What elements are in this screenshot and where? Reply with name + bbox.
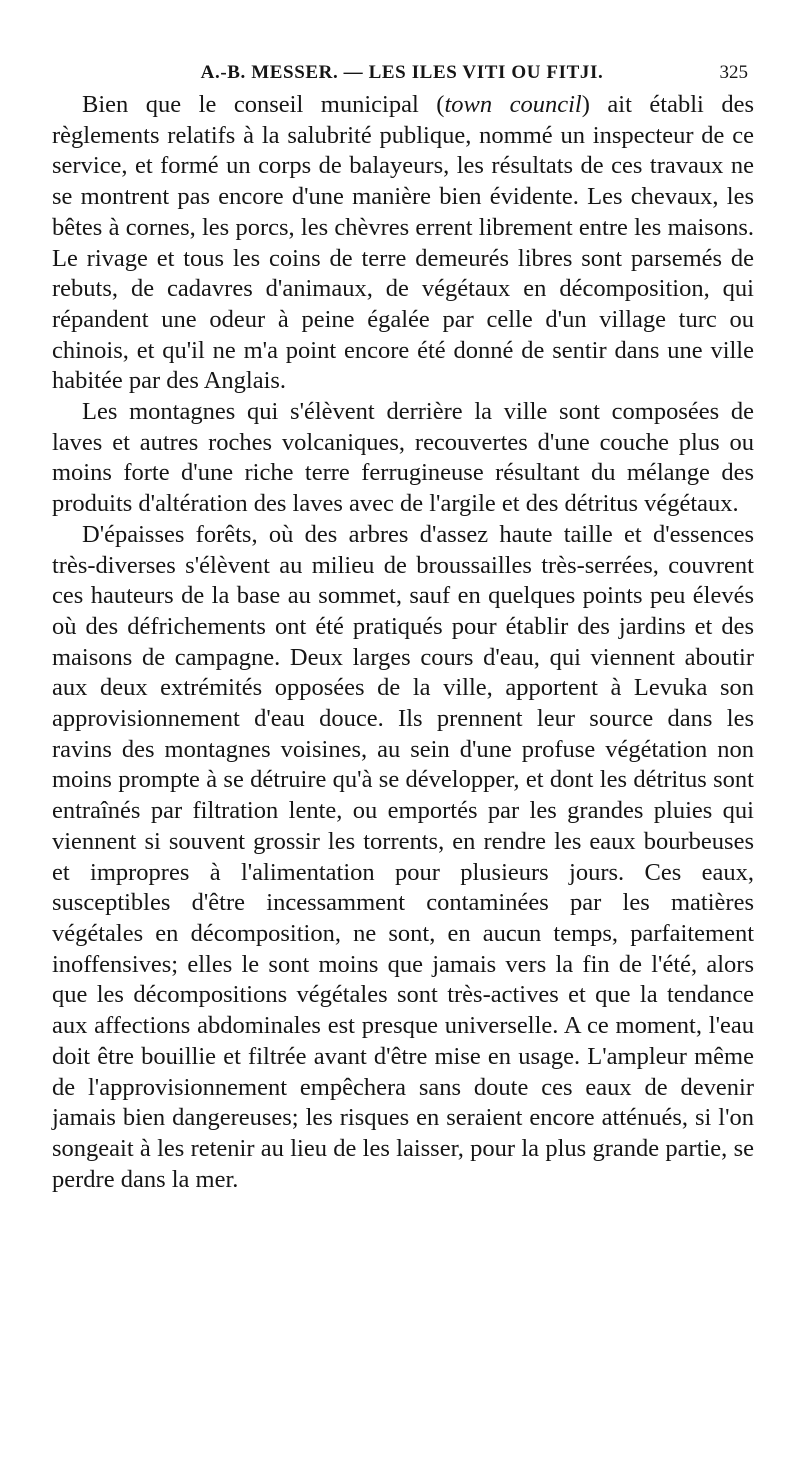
running-title: A.-B. MESSER. — LES ILES VITI OU FITJI. <box>200 62 604 83</box>
paragraph-council-sanitation <box>52 90 754 397</box>
italic-term: town council <box>444 91 582 118</box>
paragraph-mountains: Les montagnes qui s'élèvent derrière la ville sont composées de laves et autres roches volcaniques, recouvertes d'une couche plus ou moins forte d'une riche terre ferrugineuse résultant du mélange des produits d'altération des laves avec de l'argile et des détritus végétaux. <box>52 398 754 518</box>
running-header <box>52 56 752 90</box>
body-text <box>52 90 754 1195</box>
paragraph-text: Bien que le conseil municipal ( <box>82 91 445 118</box>
page-number: 325 <box>719 62 748 83</box>
paragraph-text: ) ait établi des règlements relatifs à la salubrité publique, nommé un inspecteur de ce service, et formé un corps de balayeurs, les résultats de ces travaux ne se montrent pas encore d'une manière bien évidente. Les chevaux, les bêtes à cornes, les porcs, les chèvres errent librement entre les maisons. Le rivage et tous les coins de terre demeurés libres sont parsemés de rebuts, de cadavres d'animaux, de végétaux en décomposition, qui répandent une odeur à peine égalée par celle d'un village turc ou chinois, et qu'il ne m'a point encore été donné de sentir dans une ville habitée par des Anglais. <box>52 91 754 395</box>
paragraph-forests-water: D'épaisses forêts, où des arbres d'assez haute taille et d'essences très-diverses s'élèvent au milieu de broussailles très-serrées, couvrent ces hauteurs de la base au sommet, sauf en quelques points peu élevés où des défrichements ont été pratiqués pour établir des jardins et des maisons de campagne. Deux larges cours d'eau, qui viennent aboutir aux deux extrémités opposées de la ville, apportent à Levuka son approvisionnement d'eau douce. Ils prennent leur source dans les ravins des montagnes voisines, au sein d'une profuse végétation non moins prompte à se détruire qu'à se développer, et dont les détritus sont entraînés par filtration lente, ou emportés par les grandes pluies qui viennent si souvent grossir les torrents, en rendre les eaux bourbeuses et impropres à l'alimentation pour plusieurs jours. Ces eaux, susceptibles d'être incessamment contaminées par les matières végétales en décomposition, ne sont, en aucun temps, parfaitement inoffensives; elles le sont moins que jamais vers la fin de l'été, alors que les décompositions végétales sont très-actives et que la tendance aux affections abdominales est presque universelle. A ce moment, l'eau doit être bouillie et filtrée avant d'être mise en usage. L'ampleur même de l'approvisionnement empêchera sans doute ces eaux de devenir jamais bien dangereuses; les risques en seraient encore atténués, si l'on songeait à les retenir au lieu de les laisser, pour la plus grande partie, se perdre dans la mer. <box>52 520 754 1193</box>
